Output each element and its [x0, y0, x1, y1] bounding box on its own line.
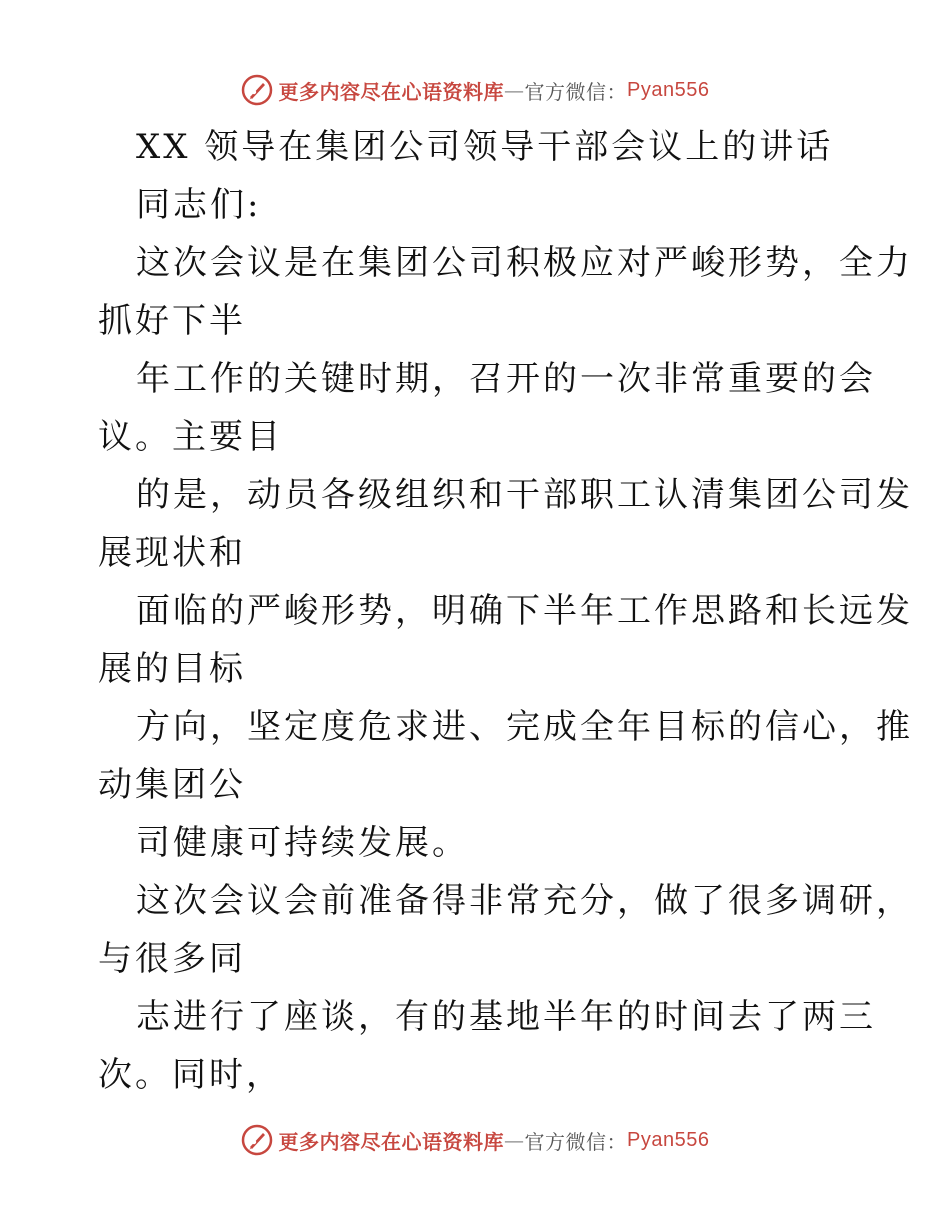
text-line: 展的目标	[98, 649, 246, 689]
watermark-main-text: 更多内容尽在心语资料库	[278, 1129, 505, 1154]
watermark-label: 官方微信：	[524, 79, 628, 104]
header-watermark	[0, 70, 950, 110]
text-line: 志进行了座谈，有的基地半年的时间去了两三	[136, 997, 876, 1037]
watermark-text	[279, 1126, 710, 1155]
document-title: XX 领导在集团公司领导干部会议上的讲话	[136, 127, 834, 167]
watermark-text	[279, 76, 710, 105]
watermark-separator: —	[504, 1128, 525, 1152]
watermark-main-text: 更多内容尽在心语资料库	[278, 79, 505, 104]
watermark-separator: —	[504, 78, 525, 102]
text-line: 这次会议是在集团公司积极应对严峻形势，全力	[136, 243, 913, 283]
text-line: 与很多同	[98, 939, 246, 979]
text-line: 抓好下半	[98, 301, 246, 341]
text-line: 方向，坚定度危求进、完成全年目标的信心，推	[136, 707, 913, 747]
watermark-label: 官方微信：	[524, 1129, 628, 1154]
footer-watermark	[0, 1120, 950, 1160]
text-line: 展现状和	[98, 533, 246, 573]
text-line: 次。同时，	[98, 1055, 283, 1095]
text-line: 的是，动员各级组织和干部职工认清集团公司发	[136, 475, 913, 515]
watermark-group	[241, 1124, 710, 1156]
text-line: 同志们:	[136, 185, 262, 225]
watermark-account: Pyan556	[627, 1128, 710, 1151]
text-line: 年工作的关键时期，召开的一次非常重要的会	[136, 359, 876, 399]
document-body	[98, 118, 913, 1104]
text-line: 议。主要目	[98, 417, 283, 457]
text-line: 动集团公	[98, 765, 246, 805]
quill-logo-icon	[241, 74, 273, 106]
text-line: 面临的严峻形势，明确下半年工作思路和长远发	[136, 591, 913, 631]
watermark-account: Pyan556	[627, 78, 710, 101]
watermark-group	[241, 74, 710, 106]
text-line: 司健康可持续发展。	[136, 823, 469, 863]
quill-logo-icon	[241, 1124, 273, 1156]
text-line: 这次会议会前准备得非常充分，做了很多调研，	[136, 881, 913, 921]
